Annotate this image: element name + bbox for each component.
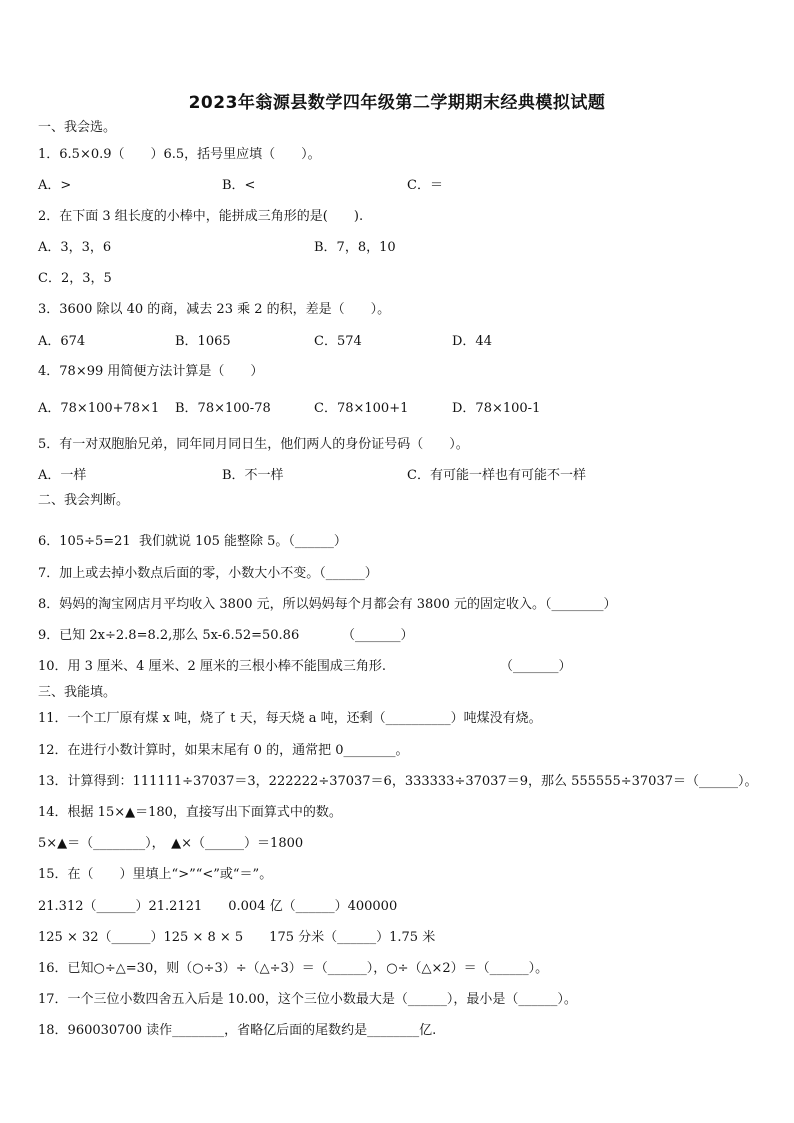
q5-option-c: C．有可能一样也有可能不一样 [407, 468, 586, 483]
question-13: 13．计算得到：111111÷37037＝3，222222÷37037＝6，333333÷37037＝9，那么 555555÷37037＝（______）。 [38, 774, 758, 789]
question-6: 6．105÷5=21 我们就说 105 能整除 5。（______） [38, 534, 347, 549]
question-18: 18．960030700 读作________，省略亿后面的尾数约是________亿. [38, 1023, 437, 1038]
q4-option-d: D．78×100-1 [452, 401, 541, 416]
q1-option-b: B．< [222, 178, 256, 193]
question-17: 17．一个三位小数四舍五入后是 10.00，这个三位小数最大是（______），最小是（______）。 [38, 992, 577, 1007]
q14-answer-line: 5×▲＝（________）， ▲×（______）＝1800 [38, 836, 304, 851]
question-4: 4．78×99 用简便方法计算是（ ） [38, 364, 264, 379]
q4-option-b: B．78×100-78 [175, 401, 271, 416]
q9-answer-blank: （_______） [342, 628, 414, 643]
question-1: 1．6.5×0.9（ ）6.5，括号里应填（ ）。 [38, 147, 321, 162]
question-2: 2．在下面 3 组长度的小棒中，能拼成三角形的是( ). [38, 209, 364, 224]
q1-option-a: A．> [38, 178, 72, 193]
question-5: 5．有一对双胞胎兄弟，同年同月同日生，他们两人的身份证号码（ ）。 [38, 437, 469, 452]
q3-option-d: D．44 [452, 334, 492, 349]
q10-answer-blank: （_______） [500, 659, 572, 674]
q3-option-a: A．674 [38, 334, 86, 349]
q5-option-b: B．不一样 [222, 468, 284, 483]
q3-option-c: C．574 [314, 334, 362, 349]
q2-option-b: B．7，8，10 [314, 240, 396, 255]
q4-option-a: A．78×100+78×1 [38, 401, 160, 416]
question-12: 12．在进行小数计算时，如果末尾有 0 的，通常把 0________。 [38, 743, 409, 758]
q4-option-c: C．78×100+1 [314, 401, 409, 416]
q2-option-c: C．2，3，5 [38, 271, 112, 286]
question-10: 10．用 3 厘米、4 厘米、2 厘米的三根小棒不能围成三角形. [38, 659, 387, 674]
question-16: 16．已知○÷△=30，则（○÷3）÷（△÷3）＝（______），○÷（△×2）＝（______）。 [38, 961, 549, 976]
q2-option-a: A．3，3，6 [38, 240, 112, 255]
question-14: 14．根据 15×▲＝180，直接写出下面算式中的数。 [38, 805, 342, 820]
q5-option-a: A．一样 [38, 468, 87, 483]
section-heading-judge: 二、我会判断。 [38, 493, 130, 508]
q15-row-1: 21.312（______）21.2121 0.004 亿（______）400000 [38, 899, 398, 914]
q3-option-b: B．1065 [175, 334, 231, 349]
section-heading-choice: 一、我会选。 [38, 120, 117, 135]
q15-row-2: 125 × 32（______）125 × 8 × 5 175 分米（______）1.75 米 [38, 930, 436, 945]
page-title: 2023年翁源县数学四年级第二学期期末经典模拟试题 [188, 93, 606, 113]
question-11: 11．一个工厂原有煤 x 吨，烧了 t 天，每天烧 a 吨，还剩（__________）吨煤没有烧。 [38, 711, 542, 726]
section-heading-fill: 三、我能填。 [38, 685, 117, 700]
question-3: 3．3600 除以 40 的商，减去 23 乘 2 的积，差是（ ）。 [38, 302, 391, 317]
question-7: 7．加上或去掉小数点后面的零，小数大小不变。（______） [38, 566, 378, 581]
question-15: 15．在（ ）里填上“>”“<”或“＝”。 [38, 867, 273, 882]
question-8: 8．妈妈的淘宝网店月平均收入 3800 元，所以妈妈每个月都会有 3800 元的固定收入。（________） [38, 597, 617, 612]
question-9: 9．已知 2x÷2.8=8.2,那么 5x-6.52=50.86 [38, 628, 300, 643]
q1-option-c: C．＝ [407, 178, 443, 193]
